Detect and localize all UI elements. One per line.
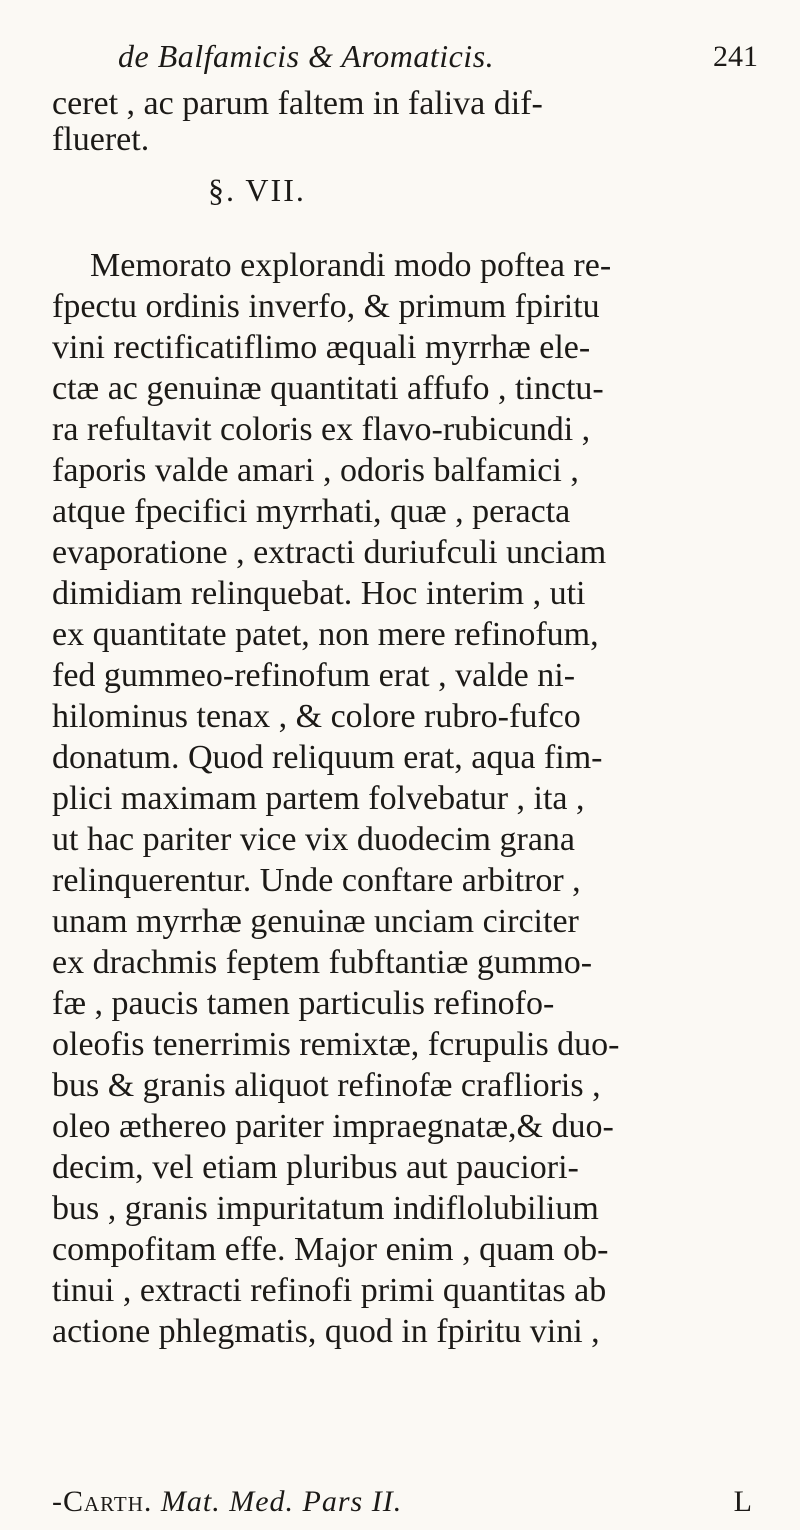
page-number: 241	[713, 40, 758, 73]
signature-line	[52, 1480, 402, 1524]
signature-title: Mat. Med. Pars II.	[160, 1485, 403, 1518]
text-line: fæ , paucis tamen particulis refinofo-	[52, 985, 555, 1022]
text-line: bus , granis impuritatum indiflolubilium	[52, 1190, 599, 1227]
text-line: faporis valde amari , odoris balfamici ,	[52, 452, 579, 489]
text-line: ut hac pariter vice vix duodecim grana	[52, 821, 575, 858]
text-line: plici maximam partem folvebatur , ita ,	[52, 780, 585, 817]
text-line: hilominus tenax , & colore rubro-fufco	[52, 698, 581, 735]
text-line: oleofis tenerrimis remixtæ, fcrupulis duo-	[52, 1026, 620, 1063]
text-line: ex quantitate patet, non mere refinofum,	[52, 616, 599, 653]
text-line: ra refultavit coloris ex flavo-rubicundi ,	[52, 411, 591, 448]
signature-prefix: -Carth.	[52, 1485, 153, 1518]
text-line: ex drachmis feptem fubftantiæ gummo-	[52, 944, 593, 981]
text-line: decim, vel etiam pluribus aut pauciori-	[52, 1149, 579, 1186]
text-line: evaporatione , extracti duriufculi unciam	[52, 534, 607, 571]
text-line: compofitam effe. Major enim , quam ob-	[52, 1231, 609, 1268]
text-line: oleo æthereo pariter impraegnatæ,& duo-	[52, 1108, 614, 1145]
text-line: relinquerentur. Unde conftare arbitror ,	[52, 862, 581, 899]
text-line: ceret , ac parum faltem in faliva dif-	[52, 85, 543, 122]
text-line: tinui , extracti refinofi primi quantitas ab	[52, 1272, 607, 1309]
page-footer	[52, 1480, 782, 1524]
text-line: ctæ ac genuinæ quantitati affufo , tinctu-	[52, 370, 604, 407]
text-line: fpectu ordinis inverfo, & primum fpiritu	[52, 288, 600, 325]
text-line: donatum. Quod reliquum erat, aqua fim-	[52, 739, 603, 776]
section-heading: §. VII.	[208, 172, 306, 208]
text-line: unam myrrhæ genuinæ unciam circiter	[52, 903, 579, 940]
text-line: flueret.	[52, 121, 150, 158]
running-head: de Balfamicis & Aromaticis.	[118, 38, 495, 74]
text-line: Memorato explorandi modo poftea re-	[90, 247, 612, 284]
text-line: bus & granis aliquot refinofæ craflioris ,	[52, 1067, 601, 1104]
text-line: fed gummeo-refinofum erat , valde ni-	[52, 657, 576, 694]
signature-mark: L	[733, 1485, 752, 1518]
text-line: atque fpecifici myrrhati, quæ , peracta	[52, 493, 571, 530]
text-line: vini rectificatiflimo æquali myrrhæ ele-	[52, 329, 591, 366]
page-header	[118, 38, 758, 84]
text-line: actione phlegmatis, quod in fpiritu vini ,	[52, 1313, 600, 1350]
text-line: dimidiam relinquebat. Hoc interim , uti	[52, 575, 586, 612]
